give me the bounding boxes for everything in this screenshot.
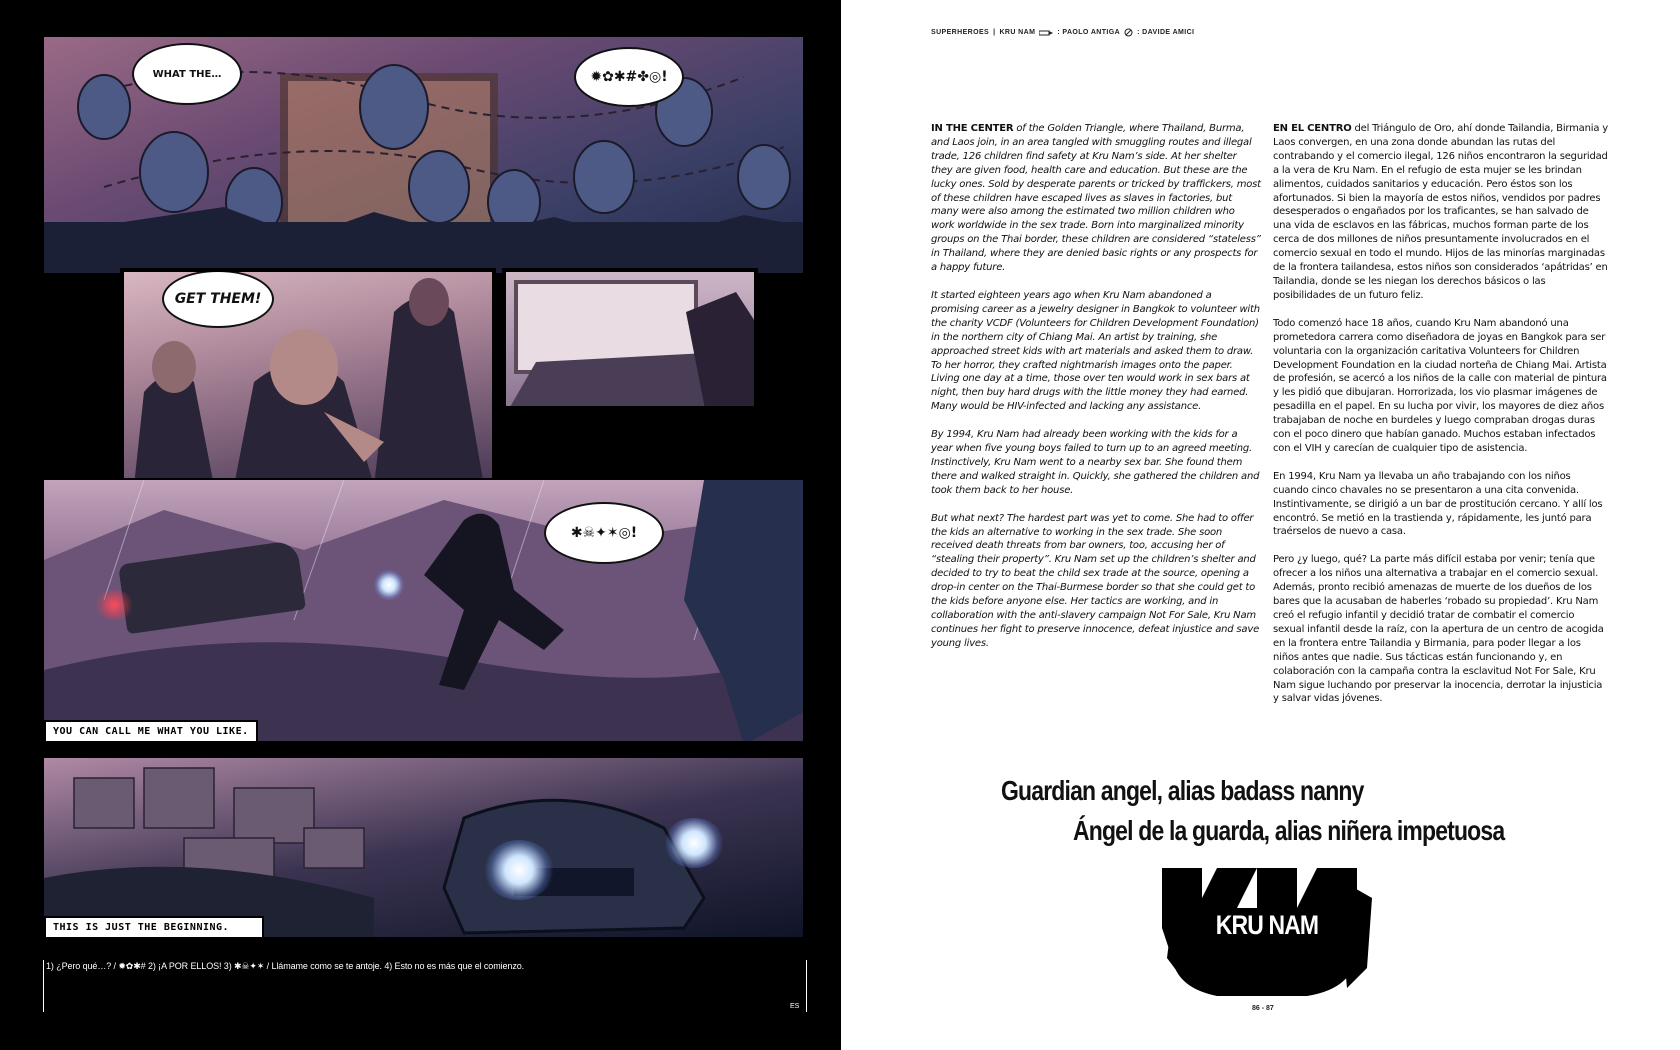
speech-bubble-what-the: WHAT THE… (132, 43, 242, 105)
article-spanish (1273, 122, 1608, 720)
headline-english: Guardian angel, alias badass nanny (1001, 775, 1364, 806)
writer-credit: : PAOLO ANTIGA (1057, 29, 1121, 36)
section-label: SUPERHEROES (931, 29, 990, 36)
logo-text: KRU NAM (1215, 910, 1319, 940)
english-paragraph-1: IN THE CENTER of the Golden Triangle, where Thailand, Burma, and Laos join, in an area tangled with smuggling routes and illegal trade, 126 children find safety at Kru Nam’s side. At her shelter they are given food, health care and education. But these are the lucky ones. Sold by desperate parents or tricked by traffickers, most of these children have escaped lives as slaves in factories, but many were also among the estimated two million children who work worldwide in the sex trade. Born into marginalized minority groups on the Thai border, these children are considered “stateless” in Thailand, where they are denied basic rights or any prospects for a happy future. (931, 123, 1261, 274)
spanish-paragraph-1: EN EL CENTRO del Triángulo de Oro, ahí donde Tailandia, Birmania y Laos convergen, en una zona donde abundan las rutas del contrabando y el comercio ilegal, 126 niños encontraron la seguridad a la vera de Kru Nam. En el refugio de esta mujer se les brindan alimentos, cuidados sanitarios y educación. Pero éstos son los afortunados. Si bien la mayoría de estos niños, vendidos por padres desesperados o engañados por los traficantes, se han salvado de una vida de esclavos en las fábricas, muchos forman parte de los cerca de dos millones de niños presuntamente involucrados en el comercio sexual en todo el mundo. Hijos de las minorías marginadas de la frontera tailandesa, estos niños son considerados ‘apátridas’ en Tailandia, donde se les niegan los derechos básicos o las posibilidades de un futuro feliz. (1273, 123, 1608, 301)
pencil-icon (1039, 30, 1053, 36)
hero-name: KRU NAM (999, 29, 1036, 36)
headlight-left (484, 840, 554, 900)
article-english (931, 122, 1261, 665)
comic-panel-car-interior (502, 268, 758, 410)
comic-panel-crowd (42, 35, 805, 275)
footnote-rule-left (43, 960, 44, 1012)
footnote-rule-right (806, 960, 807, 1012)
comic-panel-night-chase (42, 478, 805, 743)
english-paragraph-2: It started eighteen years ago when Kru Nam abandoned a promising career as a jewelry designer in Bangkok to volunteer with the charity VCDF (Volunteers for Children Development Foundation) in the northern city of Chiang Mai. An artist by training, she approached street kids with art materials and asked them to draw. To her horror, they crafted nightmarish images onto the paper. Living one day at a time, those over ten would work in sex bars at night, then buy hard drugs with the little money they had earned. Many would be HIV-infected and lacking any assistance. (931, 289, 1260, 413)
car-interior-illustration (506, 272, 758, 410)
english-lead-in: IN THE CENTER (931, 123, 1014, 134)
brush-icon (1124, 28, 1133, 37)
speech-bubble-grawlix: ✹✿✱#✤◎! (574, 47, 684, 107)
spanish-lead-in: EN EL CENTRO (1273, 123, 1352, 134)
headline-spanish: Ángel de la guarda, alias niñera impetuosa (1073, 815, 1505, 846)
translation-footnote: 1) ¿Pero qué…? / ✹✿✱# 2) ¡A POR ELLOS! 3) ✱☠✦✶ / Llámame como se te antoje. 4) Esto no es más que el comienzo. (46, 961, 525, 971)
caption-beginning: THIS IS JUST THE BEGINNING. (44, 916, 264, 939)
kru-nam-logo (1157, 868, 1377, 998)
comic-panel-thugs (120, 268, 496, 482)
caption-call-me: YOU CAN CALL ME WHAT YOU LIKE. (44, 720, 258, 743)
speech-bubble-grawlix-2: ✱☠✦✶◎! (544, 502, 664, 564)
artist-credit: : DAVIDE AMICI (1137, 29, 1195, 36)
tail-light (94, 590, 134, 620)
english-paragraph-4: But what next? The hardest part was yet to come. She had to offer the kids an alternative to working in the sex trade. She soon received death threats from bar owners, too, accusing her of “stealing their property”. Kru Nam set up the children’s shelter and decided to try to beat the child sex trade at the source, opening a drop-in center on the Thai-Burmese border so that she could get to the kids before anyone else. Her tactics are working, and in collaboration with the anti-slavery campaign Not For Sale, Kru Nam continues her fight to preserve innocence, defeat injustice and save young lives. (931, 512, 1260, 649)
english-paragraph-3: By 1994, Kru Nam had already been working with the kids for a year when five young boys failed to turn up to an agreed meeting. Instinctively, Kru Nam went to a nearby sex bar. She found them there and walked straight in. Quickly, she gathered the children and took them back to her house. (931, 429, 1260, 496)
spanish-paragraph-2: Todo comenzó hace 18 años, cuando Kru Nam abandonó una prometedora carrera como diseñadora de joyas en Bangkok para ser voluntaria con la organización caritativa Volunteers for Children Development Foundation en la ciudad norteña de Chiang Mai. Artista de profesión, se acercó a los niños de la calle con material de pintura y les pidió que dibujaran. Horrorizada, los vio plasmar imágenes de pesadilla en el papel. En su lucha por vivir, los mayores de diez años trabajaban de noche en burdeles y luego compraban drogas duras con el poco dinero que habían ganado. Muchos estaban infectados con el VIH y carecían de cualquier tipo de asistencia. (1273, 317, 1607, 454)
spanish-paragraph-4: Pero ¿y luego, qué? La parte más difícil estaba por venir; tenía que ofrecer a los niños una alternativa a trabajar en el comercio sexual. Además, pronto recibió amenazas de muerte de los dueños de los bares que la acusaban de haberles ‘robado su propiedad’. Kru Nam creó el refugio infantil y decidió tratar de combatir el comercio sexual infantil desde la raíz, con la apertura de un centro de acogida en la frontera entre Tailandia y Birmania, para poder llegar a los niños antes que nadie. Sus tácticas están funcionando y, en colaboración con la campaña contra la esclavitud Not For Sale, Kru Nam sigue luchando por preservar la inocencia, derrotar la injusticia y salvar vidas jóvenes. (1273, 554, 1604, 705)
head-light (374, 570, 404, 600)
comic-panel-car-night (42, 756, 805, 939)
language-tag: ES (790, 1003, 800, 1010)
headlight-right (664, 818, 724, 868)
page-numbers: 86 - 87 (1252, 1005, 1274, 1012)
speech-bubble-get-them: GET THEM! (162, 270, 274, 328)
running-header: SUPERHEROES | KRU NAM : PAOLO ANTIGA : DAVIDE AMICI (931, 29, 1195, 36)
spanish-paragraph-3: En 1994, Kru Nam ya llevaba un año trabajando con los niños cuando cinco chavales no se presentaron a una cita convenida. Instintivamente, se dirigió a un bar de prostitución cercano. Y allí los encontró. Se metió en la trastienda y, rápidamente, les juntó para traérselos de nuevo a casa. (1273, 470, 1603, 538)
